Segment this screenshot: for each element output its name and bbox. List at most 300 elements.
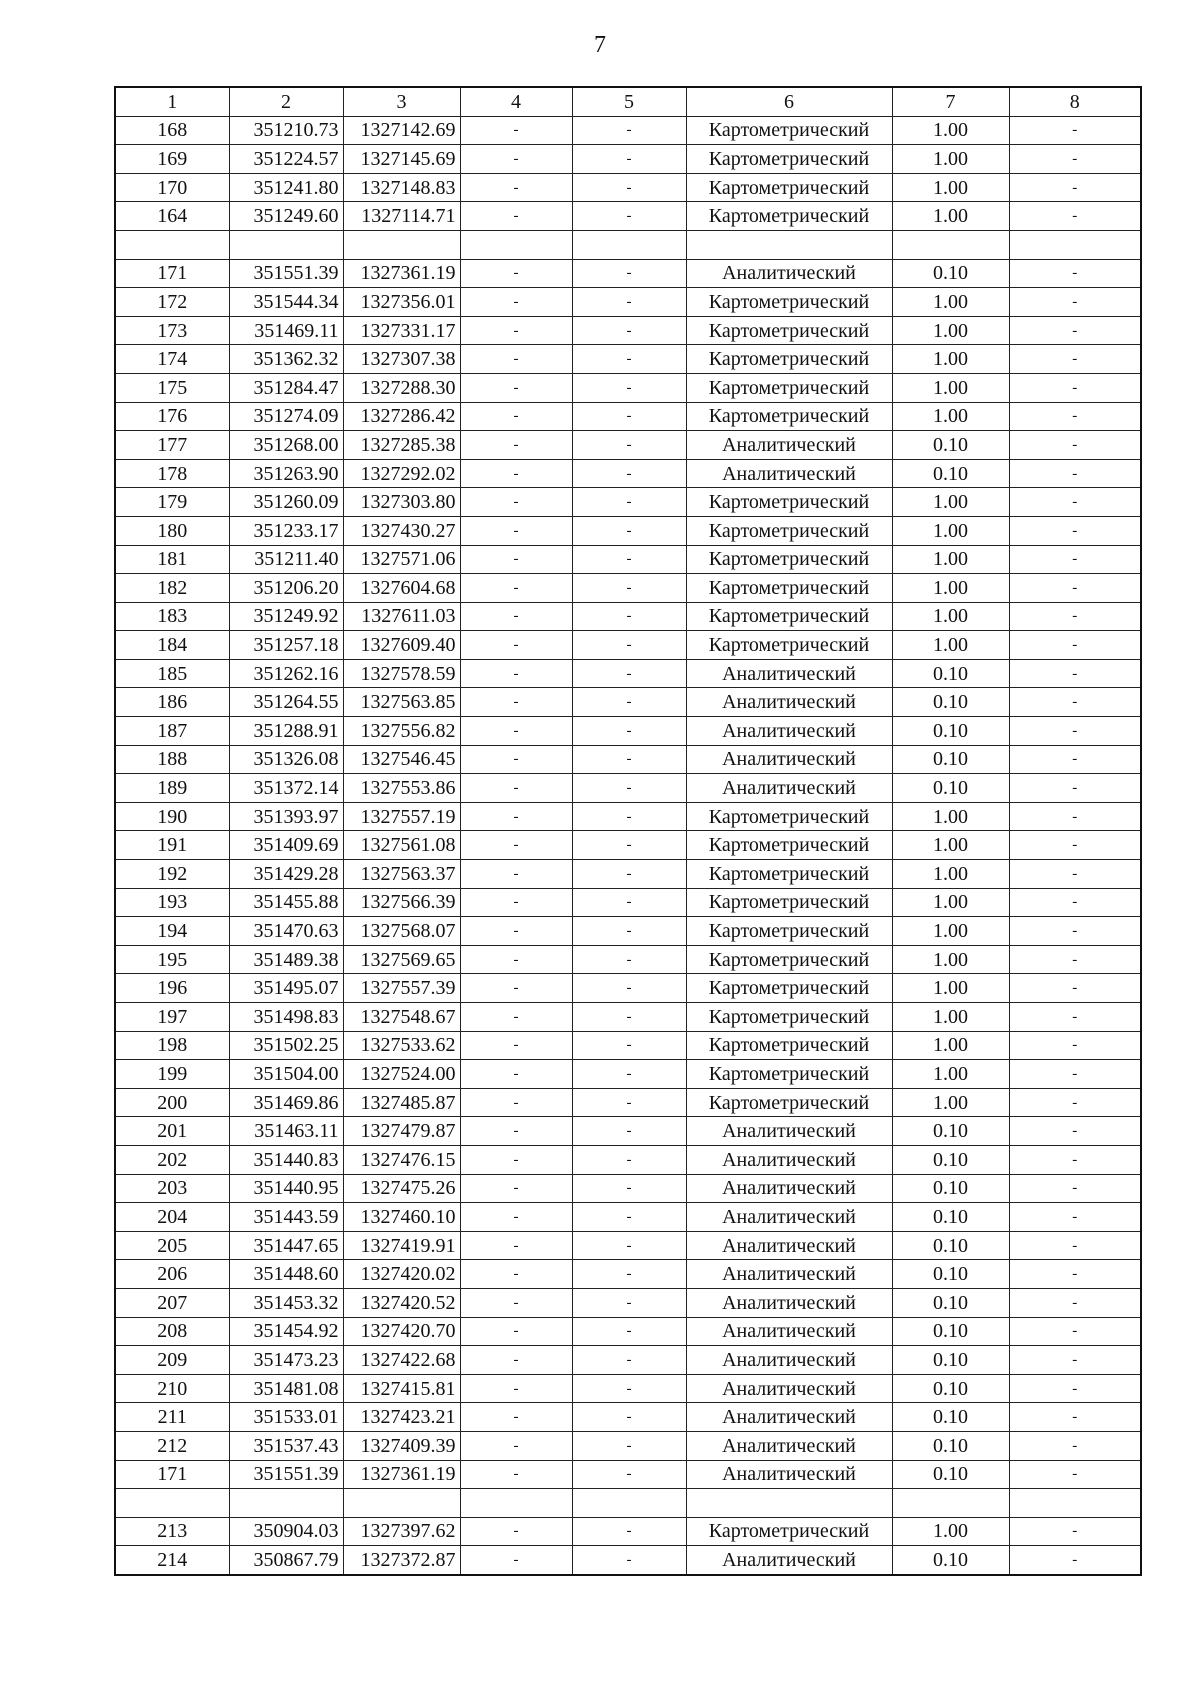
col8-cell: -: [1009, 402, 1141, 431]
accuracy-cell: 1.00: [892, 1003, 1009, 1032]
col8-cell: -: [1009, 373, 1141, 402]
table-row: [115, 145, 1141, 174]
accuracy-cell: 0.10: [892, 1174, 1009, 1203]
x-coordinate-cell: 351241.80: [229, 173, 343, 202]
y-coordinate-cell: 1327307.38: [343, 345, 460, 374]
x-coordinate-cell: 351455.88: [229, 888, 343, 917]
x-coordinate-cell: 351544.34: [229, 288, 343, 317]
y-coordinate-cell: 1327397.62: [343, 1517, 460, 1546]
col5-cell: -: [572, 1031, 686, 1060]
point-number-cell: 175: [115, 373, 229, 402]
table-row: [115, 974, 1141, 1003]
table-row: [115, 116, 1141, 145]
col8-cell: -: [1009, 316, 1141, 345]
table-row: [115, 402, 1141, 431]
col8-cell: -: [1009, 516, 1141, 545]
col4-cell: -: [460, 774, 572, 803]
col5-cell: -: [572, 288, 686, 317]
x-coordinate-cell: 351260.09: [229, 488, 343, 517]
col4-cell: -: [460, 173, 572, 202]
point-number-cell: 189: [115, 774, 229, 803]
y-coordinate-cell: 1327361.19: [343, 259, 460, 288]
accuracy-cell: 1.00: [892, 574, 1009, 603]
accuracy-cell: 0.10: [892, 1203, 1009, 1232]
point-number-cell: 212: [115, 1431, 229, 1460]
method-cell: Аналитический: [686, 459, 892, 488]
col8-cell: -: [1009, 202, 1141, 231]
x-coordinate-cell: 351551.39: [229, 259, 343, 288]
method-cell: Картометрический: [686, 1088, 892, 1117]
table-row: [115, 1403, 1141, 1432]
method-cell: Картометрический: [686, 202, 892, 231]
point-number-cell: [115, 230, 229, 259]
accuracy-cell: 0.10: [892, 1346, 1009, 1375]
accuracy-cell: 0.10: [892, 431, 1009, 460]
table-row: [115, 1203, 1141, 1232]
point-number-cell: 171: [115, 259, 229, 288]
header-cell: 4: [460, 87, 572, 116]
col8-cell: -: [1009, 1174, 1141, 1203]
x-coordinate-cell: 350904.03: [229, 1517, 343, 1546]
col4-cell: -: [460, 145, 572, 174]
col4-cell: -: [460, 1231, 572, 1260]
accuracy-cell: 0.10: [892, 1117, 1009, 1146]
table-row: [115, 745, 1141, 774]
col5-cell: -: [572, 774, 686, 803]
col5-cell: -: [572, 1174, 686, 1203]
table-row: [115, 516, 1141, 545]
col4-cell: -: [460, 917, 572, 946]
col4-cell: -: [460, 717, 572, 746]
point-number-cell: 170: [115, 173, 229, 202]
col5-cell: -: [572, 1203, 686, 1232]
col4-cell: -: [460, 860, 572, 889]
method-cell: Аналитический: [686, 1260, 892, 1289]
col4-cell: -: [460, 1431, 572, 1460]
table-row: [115, 345, 1141, 374]
header-cell: 6: [686, 87, 892, 116]
y-coordinate-cell: 1327561.08: [343, 831, 460, 860]
accuracy-cell: 1.00: [892, 631, 1009, 660]
col8-cell: -: [1009, 974, 1141, 1003]
col8-cell: -: [1009, 116, 1141, 145]
x-coordinate-cell: 351257.18: [229, 631, 343, 660]
accuracy-cell: 1.00: [892, 831, 1009, 860]
method-cell: Аналитический: [686, 1288, 892, 1317]
header-cell: 1: [115, 87, 229, 116]
point-number-cell: 191: [115, 831, 229, 860]
y-coordinate-cell: 1327420.52: [343, 1288, 460, 1317]
col5-cell: -: [572, 860, 686, 889]
col5-cell: -: [572, 1145, 686, 1174]
table-row: [115, 316, 1141, 345]
table-row: [115, 1088, 1141, 1117]
point-number-cell: 206: [115, 1260, 229, 1289]
col5-cell: -: [572, 1460, 686, 1489]
col8-cell: -: [1009, 1288, 1141, 1317]
col4-cell: [460, 1489, 572, 1518]
method-cell: Аналитический: [686, 774, 892, 803]
method-cell: Картометрический: [686, 574, 892, 603]
table-row: [115, 1317, 1141, 1346]
col5-cell: -: [572, 173, 686, 202]
col5-cell: -: [572, 1260, 686, 1289]
col4-cell: -: [460, 1374, 572, 1403]
col4-cell: -: [460, 1088, 572, 1117]
accuracy-cell: 0.10: [892, 688, 1009, 717]
y-coordinate-cell: 1327285.38: [343, 431, 460, 460]
accuracy-cell: 0.10: [892, 1431, 1009, 1460]
method-cell: Картометрический: [686, 1031, 892, 1060]
y-coordinate-cell: 1327356.01: [343, 288, 460, 317]
y-coordinate-cell: 1327148.83: [343, 173, 460, 202]
accuracy-cell: 1.00: [892, 1031, 1009, 1060]
method-cell: Аналитический: [686, 717, 892, 746]
y-coordinate-cell: 1327114.71: [343, 202, 460, 231]
y-coordinate-cell: 1327303.80: [343, 488, 460, 517]
col8-cell: -: [1009, 1031, 1141, 1060]
method-cell: Аналитический: [686, 431, 892, 460]
page-number: 7: [594, 32, 606, 58]
table-row: [115, 1517, 1141, 1546]
col8-cell: -: [1009, 717, 1141, 746]
col4-cell: -: [460, 1546, 572, 1575]
col4-cell: -: [460, 488, 572, 517]
col5-cell: -: [572, 745, 686, 774]
method-cell: Картометрический: [686, 173, 892, 202]
point-number-cell: 179: [115, 488, 229, 517]
x-coordinate-cell: 351429.28: [229, 860, 343, 889]
col4-cell: -: [460, 888, 572, 917]
point-number-cell: 210: [115, 1374, 229, 1403]
y-coordinate-cell: 1327546.45: [343, 745, 460, 774]
col5-cell: -: [572, 1546, 686, 1575]
col4-cell: -: [460, 1346, 572, 1375]
col5-cell: -: [572, 116, 686, 145]
accuracy-cell: 1.00: [892, 860, 1009, 889]
method-cell: Картометрический: [686, 860, 892, 889]
col4-cell: -: [460, 1288, 572, 1317]
header-cell: 7: [892, 87, 1009, 116]
method-cell: Картометрический: [686, 373, 892, 402]
x-coordinate-cell: 351504.00: [229, 1060, 343, 1089]
point-number-cell: 204: [115, 1203, 229, 1232]
method-cell: Аналитический: [686, 1317, 892, 1346]
col5-cell: -: [572, 574, 686, 603]
method-cell: Аналитический: [686, 1174, 892, 1203]
method-cell: Аналитический: [686, 1117, 892, 1146]
table-row: [115, 545, 1141, 574]
method-cell: Картометрический: [686, 1060, 892, 1089]
accuracy-cell: [892, 230, 1009, 259]
y-coordinate-cell: 1327409.39: [343, 1431, 460, 1460]
col4-cell: -: [460, 545, 572, 574]
table-row: [115, 1003, 1141, 1032]
accuracy-cell: 1.00: [892, 802, 1009, 831]
col5-cell: -: [572, 974, 686, 1003]
x-coordinate-cell: 351469.86: [229, 1088, 343, 1117]
col8-cell: [1009, 1489, 1141, 1518]
col4-cell: -: [460, 1517, 572, 1546]
point-number-cell: 207: [115, 1288, 229, 1317]
point-number-cell: 168: [115, 116, 229, 145]
table-body: [115, 87, 1141, 1575]
accuracy-cell: 1.00: [892, 1060, 1009, 1089]
point-number-cell: 174: [115, 345, 229, 374]
y-coordinate-cell: 1327569.65: [343, 945, 460, 974]
point-number-cell: 171: [115, 1460, 229, 1489]
col8-cell: -: [1009, 1403, 1141, 1432]
col4-cell: -: [460, 202, 572, 231]
y-coordinate-cell: 1327415.81: [343, 1374, 460, 1403]
method-cell: Картометрический: [686, 602, 892, 631]
method-cell: Аналитический: [686, 1203, 892, 1232]
x-coordinate-cell: 351233.17: [229, 516, 343, 545]
col8-cell: -: [1009, 1317, 1141, 1346]
accuracy-cell: 0.10: [892, 745, 1009, 774]
method-cell: Картометрический: [686, 488, 892, 517]
point-number-cell: 164: [115, 202, 229, 231]
x-coordinate-cell: [229, 230, 343, 259]
x-coordinate-cell: 351453.32: [229, 1288, 343, 1317]
col8-cell: -: [1009, 659, 1141, 688]
col4-cell: -: [460, 802, 572, 831]
y-coordinate-cell: 1327420.02: [343, 1260, 460, 1289]
col8-cell: -: [1009, 1374, 1141, 1403]
method-cell: Картометрический: [686, 831, 892, 860]
col5-cell: -: [572, 659, 686, 688]
col5-cell: -: [572, 373, 686, 402]
method-cell: Картометрический: [686, 917, 892, 946]
y-coordinate-cell: 1327331.17: [343, 316, 460, 345]
col4-cell: -: [460, 1145, 572, 1174]
table-row: [115, 1431, 1141, 1460]
col5-cell: -: [572, 1346, 686, 1375]
point-number-cell: 200: [115, 1088, 229, 1117]
col8-cell: -: [1009, 1346, 1141, 1375]
col5-cell: -: [572, 888, 686, 917]
method-cell: Аналитический: [686, 1231, 892, 1260]
method-cell: Аналитический: [686, 745, 892, 774]
col8-cell: -: [1009, 774, 1141, 803]
x-coordinate-cell: 351537.43: [229, 1431, 343, 1460]
table-row: [115, 574, 1141, 603]
x-coordinate-cell: 351454.92: [229, 1317, 343, 1346]
x-coordinate-cell: 350867.79: [229, 1546, 343, 1575]
x-coordinate-cell: 351264.55: [229, 688, 343, 717]
col8-cell: -: [1009, 1546, 1141, 1575]
y-coordinate-cell: 1327566.39: [343, 888, 460, 917]
table-row: [115, 774, 1141, 803]
header-cell: 2: [229, 87, 343, 116]
col8-cell: -: [1009, 860, 1141, 889]
col4-cell: -: [460, 974, 572, 1003]
method-cell: Картометрический: [686, 888, 892, 917]
col8-cell: -: [1009, 1003, 1141, 1032]
col8-cell: -: [1009, 1460, 1141, 1489]
method-cell: [686, 1489, 892, 1518]
point-number-cell: 203: [115, 1174, 229, 1203]
table-row: [115, 1117, 1141, 1146]
col8-cell: -: [1009, 574, 1141, 603]
y-coordinate-cell: 1327557.19: [343, 802, 460, 831]
accuracy-cell: 1.00: [892, 1088, 1009, 1117]
col4-cell: -: [460, 402, 572, 431]
y-coordinate-cell: 1327430.27: [343, 516, 460, 545]
point-number-cell: 180: [115, 516, 229, 545]
accuracy-cell: 1.00: [892, 316, 1009, 345]
accuracy-cell: [892, 1489, 1009, 1518]
col4-cell: -: [460, 288, 572, 317]
col5-cell: -: [572, 1403, 686, 1432]
col4-cell: -: [460, 1117, 572, 1146]
method-cell: Картометрический: [686, 545, 892, 574]
y-coordinate-cell: 1327485.87: [343, 1088, 460, 1117]
x-coordinate-cell: 351469.11: [229, 316, 343, 345]
col5-cell: -: [572, 1288, 686, 1317]
y-coordinate-cell: 1327292.02: [343, 459, 460, 488]
x-coordinate-cell: 351210.73: [229, 116, 343, 145]
col5-cell: -: [572, 1060, 686, 1089]
y-coordinate-cell: 1327145.69: [343, 145, 460, 174]
point-number-cell: 211: [115, 1403, 229, 1432]
col5-cell: [572, 230, 686, 259]
method-cell: Картометрический: [686, 516, 892, 545]
col8-cell: -: [1009, 1117, 1141, 1146]
y-coordinate-cell: 1327423.21: [343, 1403, 460, 1432]
col5-cell: [572, 1489, 686, 1518]
point-number-cell: 177: [115, 431, 229, 460]
col8-cell: -: [1009, 831, 1141, 860]
point-number-cell: 195: [115, 945, 229, 974]
table-row: [115, 1460, 1141, 1489]
col4-cell: -: [460, 1460, 572, 1489]
header-cell: 8: [1009, 87, 1141, 116]
col5-cell: -: [572, 488, 686, 517]
x-coordinate-cell: 351448.60: [229, 1260, 343, 1289]
accuracy-cell: 0.10: [892, 774, 1009, 803]
accuracy-cell: 1.00: [892, 1517, 1009, 1546]
y-coordinate-cell: 1327524.00: [343, 1060, 460, 1089]
col8-cell: -: [1009, 1088, 1141, 1117]
accuracy-cell: 0.10: [892, 659, 1009, 688]
col8-cell: -: [1009, 945, 1141, 974]
y-coordinate-cell: 1327479.87: [343, 1117, 460, 1146]
table-row: [115, 1346, 1141, 1375]
table-row: [115, 860, 1141, 889]
point-number-cell: 198: [115, 1031, 229, 1060]
accuracy-cell: 1.00: [892, 974, 1009, 1003]
col8-cell: -: [1009, 802, 1141, 831]
x-coordinate-cell: 351447.65: [229, 1231, 343, 1260]
col4-cell: -: [460, 831, 572, 860]
point-number-cell: 186: [115, 688, 229, 717]
table-separator-row: [115, 1489, 1141, 1518]
x-coordinate-cell: [229, 1489, 343, 1518]
x-coordinate-cell: 351489.38: [229, 945, 343, 974]
y-coordinate-cell: 1327611.03: [343, 602, 460, 631]
x-coordinate-cell: 351440.95: [229, 1174, 343, 1203]
col5-cell: -: [572, 1431, 686, 1460]
x-coordinate-cell: 351481.08: [229, 1374, 343, 1403]
point-number-cell: 208: [115, 1317, 229, 1346]
x-coordinate-cell: 351443.59: [229, 1203, 343, 1232]
table-row: [115, 945, 1141, 974]
table-row: [115, 1174, 1141, 1203]
point-number-cell: 201: [115, 1117, 229, 1146]
y-coordinate-cell: 1327548.67: [343, 1003, 460, 1032]
x-coordinate-cell: 351224.57: [229, 145, 343, 174]
col5-cell: -: [572, 1517, 686, 1546]
accuracy-cell: 0.10: [892, 1145, 1009, 1174]
table-row: [115, 1031, 1141, 1060]
accuracy-cell: 1.00: [892, 888, 1009, 917]
col4-cell: -: [460, 259, 572, 288]
x-coordinate-cell: 351284.47: [229, 373, 343, 402]
col8-cell: -: [1009, 288, 1141, 317]
method-cell: Картометрический: [686, 345, 892, 374]
accuracy-cell: 1.00: [892, 288, 1009, 317]
col4-cell: -: [460, 459, 572, 488]
col8-cell: -: [1009, 345, 1141, 374]
y-coordinate-cell: 1327286.42: [343, 402, 460, 431]
table-row: [115, 431, 1141, 460]
col4-cell: -: [460, 1317, 572, 1346]
x-coordinate-cell: 351249.60: [229, 202, 343, 231]
col8-cell: -: [1009, 1231, 1141, 1260]
y-coordinate-cell: 1327419.91: [343, 1231, 460, 1260]
accuracy-cell: 0.10: [892, 1231, 1009, 1260]
point-number-cell: 185: [115, 659, 229, 688]
x-coordinate-cell: 351274.09: [229, 402, 343, 431]
table-row: [115, 917, 1141, 946]
x-coordinate-cell: 351362.32: [229, 345, 343, 374]
x-coordinate-cell: 351268.00: [229, 431, 343, 460]
accuracy-cell: 0.10: [892, 717, 1009, 746]
y-coordinate-cell: 1327609.40: [343, 631, 460, 660]
col5-cell: -: [572, 945, 686, 974]
col4-cell: -: [460, 1003, 572, 1032]
table-row: [115, 1374, 1141, 1403]
point-number-cell: 181: [115, 545, 229, 574]
col8-cell: -: [1009, 173, 1141, 202]
table-row: [115, 1060, 1141, 1089]
x-coordinate-cell: 351409.69: [229, 831, 343, 860]
col4-cell: -: [460, 945, 572, 974]
col5-cell: -: [572, 1374, 686, 1403]
col8-cell: -: [1009, 488, 1141, 517]
accuracy-cell: 0.10: [892, 1460, 1009, 1489]
x-coordinate-cell: 351470.63: [229, 917, 343, 946]
point-number-cell: 172: [115, 288, 229, 317]
x-coordinate-cell: 351533.01: [229, 1403, 343, 1432]
point-number-cell: 188: [115, 745, 229, 774]
col4-cell: -: [460, 1174, 572, 1203]
col5-cell: -: [572, 917, 686, 946]
y-coordinate-cell: 1327557.39: [343, 974, 460, 1003]
y-coordinate-cell: 1327142.69: [343, 116, 460, 145]
point-number-cell: 199: [115, 1060, 229, 1089]
col5-cell: -: [572, 402, 686, 431]
table-row: [115, 688, 1141, 717]
col8-cell: -: [1009, 1431, 1141, 1460]
y-coordinate-cell: 1327475.26: [343, 1174, 460, 1203]
col5-cell: -: [572, 202, 686, 231]
col8-cell: [1009, 230, 1141, 259]
table-row: [115, 1231, 1141, 1260]
col4-cell: [460, 230, 572, 259]
method-cell: Картометрический: [686, 631, 892, 660]
